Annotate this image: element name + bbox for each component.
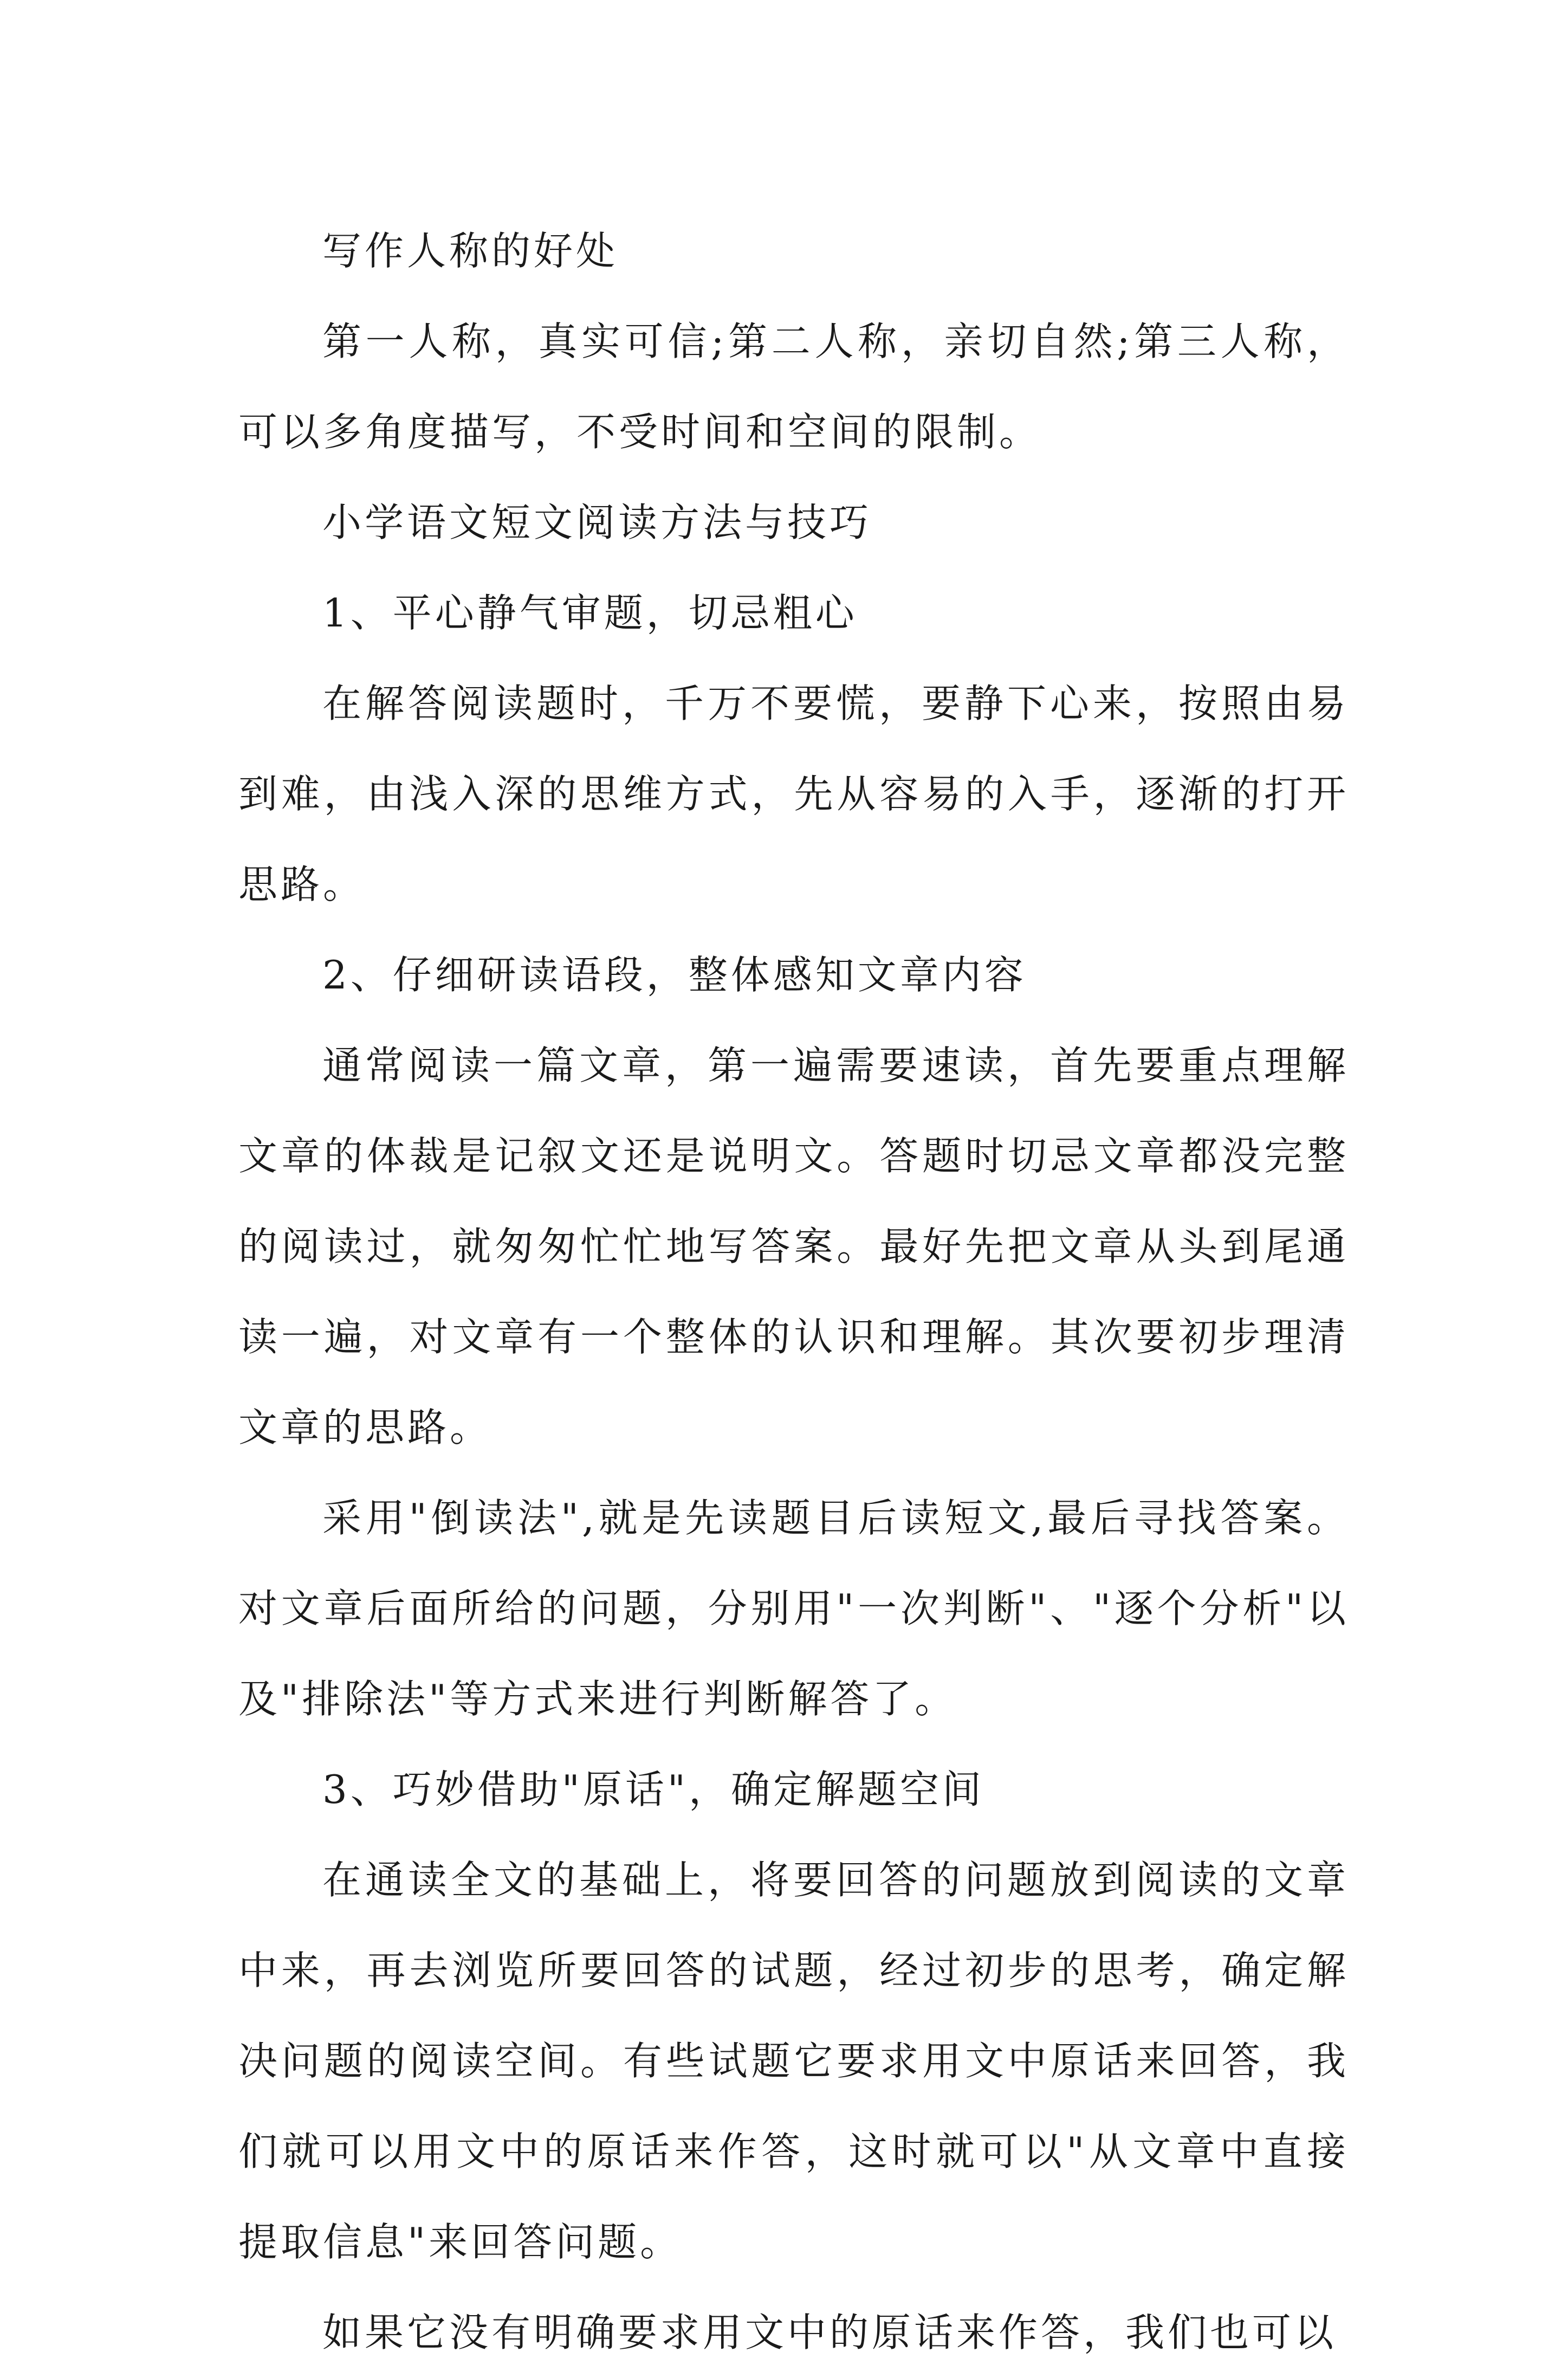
- heading-person-benefits: 写作人称的好处: [322, 228, 619, 274]
- heading-reading-methods: 小学语文短文阅读方法与技巧: [322, 500, 872, 545]
- document-body: [238, 206, 1349, 2378]
- heading-tip-2: 2、仔细研读语段，整体感知文章内容: [322, 952, 1027, 998]
- heading-tip-1: 1、平心静气审题，切忌粗心: [322, 590, 858, 636]
- paragraph-person-types: 第一人称，真实可信;第二人称，亲切自然;第三人称，可以多角度描写，不受时间和空间的限制。: [238, 319, 1349, 455]
- paragraph-tip-2: 通常阅读一篇文章，第一遍需要速读，首先要重点理解文章的体裁是记叙文还是说明文。答题时切忌文章都没完整的阅读过，就匆匆忙忙地写答案。最好先把文章从头到尾通读一遍，对文章有一个整体的认识和理解。其次要初步理清文章的思路。: [238, 1043, 1349, 1450]
- paragraph-tip-3: 在通读全文的基础上，将要回答的问题放到阅读的文章中来，再去浏览所要回答的试题，经过初步的思考，确定解决问题的阅读空间。有些试题它要求用文中原话来回答，我们就可以用文中的原话来作答，这时就可以"从文章中直接提取信息"来回答问题。: [238, 1857, 1349, 2265]
- paragraph-continuation: 如果它没有明确要求用文中的原话来作答，我们也可以: [322, 2310, 1337, 2355]
- paragraph-reverse-reading: 采用"倒读法",就是先读题目后读短文,最后寻找答案。对文章后面所给的问题，分别用"一次判断"、"逐个分析"以及"排除法"等方式来进行判断解答了。: [238, 1495, 1349, 1722]
- paragraph-tip-1: 在解答阅读题时，千万不要慌，要静下心来，按照由易到难，由浅入深的思维方式，先从容易的入手，逐渐的打开思路。: [238, 681, 1349, 907]
- heading-tip-3: 3、巧妙借助"原话"，确定解题空间: [322, 1767, 985, 1812]
